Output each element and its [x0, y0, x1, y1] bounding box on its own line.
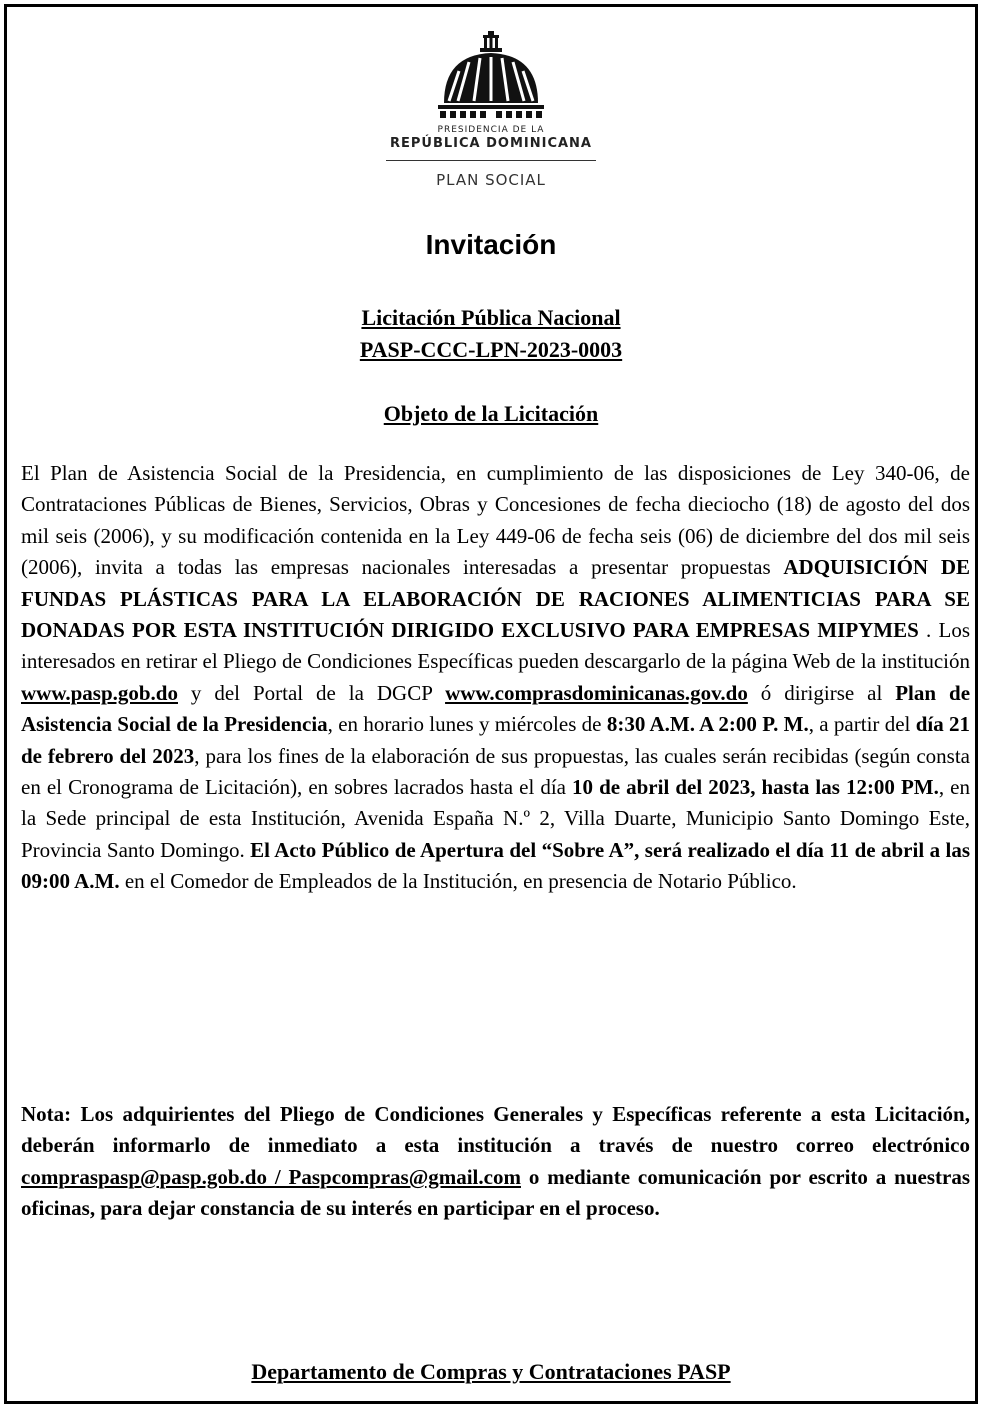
- office-hours: 8:30 A.M. A 2:00 P. M.: [606, 712, 809, 737]
- email-links[interactable]: compraspasp@pasp.gob.do / Paspcompras@gmail.com: [21, 1164, 521, 1189]
- start-date: día 21 de febrero del 2023: [21, 712, 971, 768]
- tender-object: ADQUISICIÓN DE FUNDAS PLÁSTICAS PARA LA ELABORACIÓN DE RACIONES ALIMENTICIAS PARA SE DONADAS POR ESTA INSTITUCIÓN DIRIGIDO EXCLUSIVO PARA EMPRESAS MIPYMES: [21, 555, 970, 643]
- main-paragraph: El Plan de Asistencia Social de la Presidencia, en cumplimiento de las disposiciones de Ley 340-06, de Contrataciones Públicas de Bienes, Servicios, Obras y Concesiones de fecha dieciocho (18) de agosto del dos mil seis (2006), y su modificación contenida en la Ley 449-06 de fecha seis (06) de diciembre del dos mil seis (2006), invita a todas las empresas nacionales interesadas a presentar propuestas ADQUISICIÓN DE FUNDAS PLÁSTICAS PARA LA ELABORACIÓN DE RACIONES ALIMENTICIAS PARA SE DONADAS POR ESTA INSTITUCIÓN DIRIGIDO EXCLUSIVO PARA EMPRESAS MIPYMES . Los interesados en retirar el Pliego de Condiciones Específicas pueden descargarlo de la página Web de la institución www.pasp.gob.do y del Portal de la DGCP www.comprasdominicanas.gov.do ó dirigirse al Plan de Asistencia Social de la Presidencia, en horario lunes y miércoles de 8:30 A.M. A 2:00 P. M., a partir del día 21 de febrero del 2023, para los fines de la elaboración de sus propuestas, las cuales serán recibidas (según consta en el Cronograma de Licitación), en sobres lacrados hasta el día 10 de abril del 2023, hasta las 12:00 PM., en la Sede principal de esta Institución, Avenida España N.º 2, Villa Duarte, Municipio Santo Domingo Este, Provincia Santo Domingo. El Acto Público de Apertura del “Sobre A”, será realizado el día 11 de abril a las 09:00 A.M. en el Comedor de Empleados de la Institución, en presencia de Notario Público.: [21, 461, 971, 894]
- note-paragraph: Nota: Los adquirientes del Pliego de Condiciones Generales y Específicas referente a esta Licitación, deberán informarlo de inmediato a esta institución a través de nuestro correo electrónico compraspasp@pasp.gob.do / Paspcompras@gmail.com o mediante comunicación por escrito a nuestras oficinas, para dejar constancia de su interés en participar en el proceso.: [21, 1102, 971, 1221]
- website-pasp-link[interactable]: www.pasp.gob.do: [21, 680, 178, 705]
- institution-line3: PLAN SOCIAL: [436, 171, 546, 189]
- deadline: 10 de abril del 2023, hasta las 12:00 PM.: [572, 775, 939, 800]
- office-name: Plan de Asistencia Social de la Presidencia: [21, 680, 971, 737]
- dome-icon: [436, 31, 546, 119]
- document-frame: [4, 4, 978, 1404]
- object-heading: Objeto de la Licitación: [383, 401, 599, 426]
- institution-line1: PRESIDENCIA DE LA: [437, 125, 545, 135]
- logo-divider: [386, 160, 596, 161]
- logo: [7, 31, 975, 189]
- institution-line2: REPÚBLICA DOMINICANA: [389, 136, 592, 151]
- tender-code: PASP-CCC-LPN-2023-0003: [359, 337, 623, 362]
- footer-department: Departamento de Compras y Contrataciones PASP: [251, 1359, 731, 1384]
- website-dgcp-link[interactable]: www.comprasdominicanas.gov.do: [445, 680, 748, 705]
- tender-type: Licitación Pública Nacional: [361, 305, 621, 330]
- page-title: Invitación: [425, 229, 557, 260]
- opening-act: El Acto Público de Apertura del “Sobre A”, será realizado el día 11 de abril a las 09:00 A.M.: [21, 837, 970, 894]
